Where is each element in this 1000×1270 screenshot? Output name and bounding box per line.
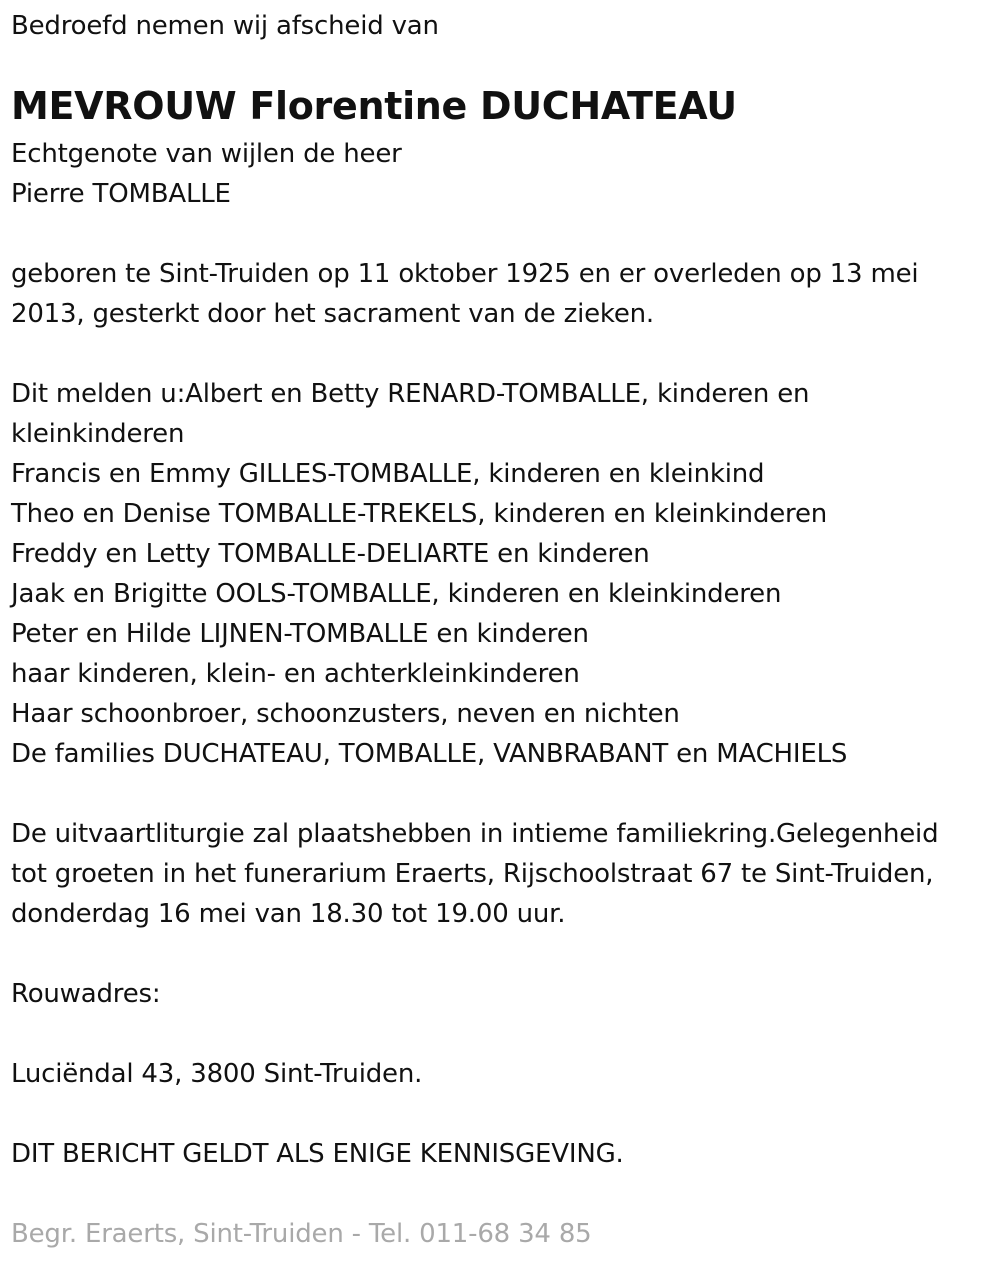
birth-death-line: 2013, gesterkt door het sacrament van de zieken. — [11, 299, 654, 329]
liturgy-line: tot groeten in het funerarium Eraerts, Rijschoolstraat 67 te Sint-Truiden, — [11, 859, 934, 889]
family-line: Freddy en Letty TOMBALLE-DELIARTE en kinderen — [11, 539, 650, 569]
funeral-home-footer: Begr. Eraerts, Sint-Truiden - Tel. 011-68 34 85 — [11, 1219, 592, 1249]
family-section — [11, 374, 847, 774]
family-line: Jaak en Brigitte OOLS-TOMBALLE, kinderen en kleinkinderen — [11, 579, 782, 609]
liturgy-section — [11, 814, 938, 934]
address-label-section — [11, 974, 160, 1014]
spouse-line: Pierre TOMBALLE — [11, 179, 231, 209]
family-line: haar kinderen, klein- en achterkleinkinderen — [11, 659, 580, 689]
family-line: De families DUCHATEAU, TOMBALLE, VANBRABANT en MACHIELS — [11, 739, 848, 769]
spouse-line: Echtgenote van wijlen de heer — [11, 139, 402, 169]
family-line: kleinkinderen — [11, 419, 185, 449]
birth-death-section — [11, 254, 918, 334]
family-line: Peter en Hilde LIJNEN-TOMBALLE en kinderen — [11, 619, 589, 649]
notice-statement: DIT BERICHT GELDT ALS ENIGE KENNISGEVING. — [11, 1139, 624, 1169]
footer-section — [11, 1214, 592, 1254]
family-line: Theo en Denise TOMBALLE-TREKELS, kinderen en kleinkinderen — [11, 499, 828, 529]
liturgy-line: donderdag 16 mei van 18.30 tot 19.00 uur. — [11, 899, 566, 929]
family-line: Francis en Emmy GILLES-TOMBALLE, kinderen en kleinkind — [11, 459, 765, 489]
family-line: Haar schoonbroer, schoonzusters, neven en nichten — [11, 699, 680, 729]
deceased-name: MEVROUW Florentine DUCHATEAU — [11, 84, 737, 128]
birth-death-line: geboren te Sint-Truiden op 11 oktober 1925 en er overleden op 13 mei — [11, 259, 919, 289]
intro-text: Bedroefd nemen wij afscheid van — [11, 11, 439, 41]
address-section — [11, 1054, 422, 1094]
liturgy-line: De uitvaartliturgie zal plaatshebben in intieme familiekring.Gelegenheid — [11, 819, 939, 849]
notice-statement-section — [11, 1134, 624, 1174]
address-label: Rouwadres: — [11, 979, 161, 1009]
mourning-address: Luciëndal 43, 3800 Sint-Truiden. — [11, 1059, 423, 1089]
spouse-section — [11, 134, 402, 214]
family-line: Dit melden u:Albert en Betty RENARD-TOMBALLE, kinderen en — [11, 379, 810, 409]
